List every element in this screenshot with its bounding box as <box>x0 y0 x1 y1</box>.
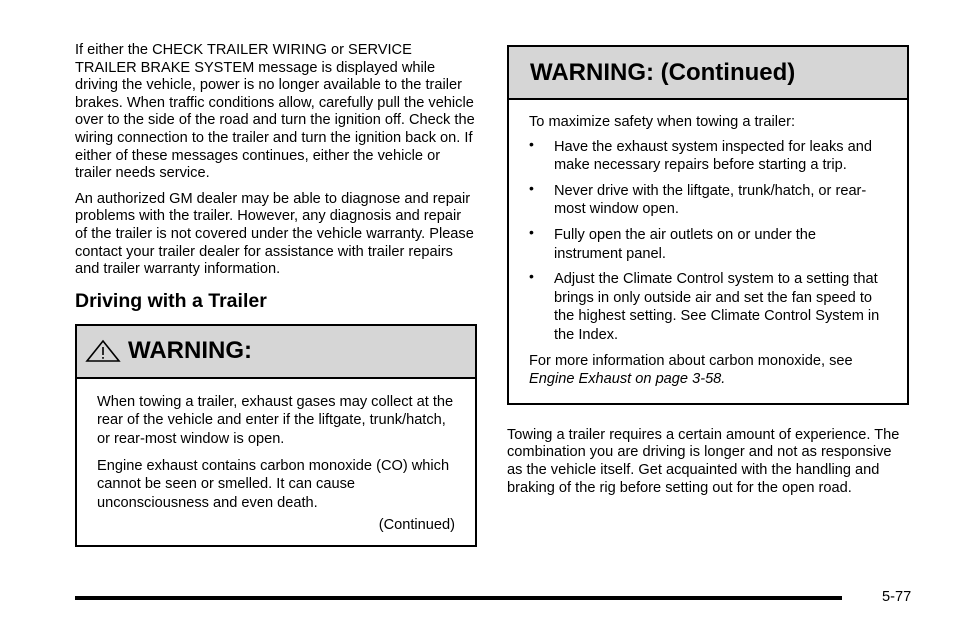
list-item: • Have the exhaust system inspected for leaks and make necessary repairs before starting a trip. <box>529 135 872 174</box>
bullet-icon: • <box>529 268 534 285</box>
bullet-icon: • <box>529 179 534 196</box>
bullet-icon: • <box>529 223 534 240</box>
list-item: • Adjust the Climate Control system to a setting that brings in only outside air and set the fan speed to the highest setting. See Climate Control System in the Index. <box>529 268 880 343</box>
warning-body <box>77 379 475 545</box>
warning-body <box>509 100 907 403</box>
footer-rule <box>75 596 842 600</box>
warning-box-continued <box>507 45 909 405</box>
list-item: • Fully open the air outlets on or under the instrument panel. <box>529 223 817 262</box>
warning-intro: To maximize safety when towing a trailer: <box>529 114 796 130</box>
cross-reference: Engine Exhaust on page 3-58. <box>529 371 726 388</box>
left-column <box>75 42 477 547</box>
body-paragraph: Towing a trailer requires a certain amount of experience. The combination you are driving is longer and not as responsive as the vehicle itself. Get acquainted with the handling and braking of the rig before setting out for the open road. <box>507 426 900 496</box>
warning-title: WARNING: (Continued) <box>530 58 796 86</box>
list-item: • Never drive with the liftgate, trunk/hatch, or rear-most window open. <box>529 179 867 218</box>
more-info: For more information about carbon monoxide, see Engine Exhaust on page 3-58. <box>529 352 853 388</box>
body-paragraph: An authorized GM dealer may be able to diagnose and repair problems with the trailer. However, any diagnosis and repair of the trailer is not covered under the vehicle warranty. Please contact your trailer dealer for assistance with trailer repairs and trailer warranty information. <box>75 190 474 278</box>
body-paragraph: If either the CHECK TRAILER WIRING or SERVICE TRAILER BRAKE SYSTEM message is displayed while driving the vehicle, power is no longer available to the trailer brakes. When traffic conditions allow, carefully pull the vehicle over to the side of the road and turn the ignition off. Check the wiring connection to the trailer and turn the ignition back on. If either of these messages continues, either the vehicle or trailer needs service. <box>75 42 475 182</box>
page-number: 5-77 <box>882 589 912 605</box>
right-column <box>507 45 909 497</box>
warning-paragraph: When towing a trailer, exhaust gases may collect at the rear of the vehicle and enter if the liftgate, trunk/hatch, or rear-most window is open. <box>97 393 454 447</box>
warning-box <box>75 324 477 547</box>
continued-label: (Continued) <box>378 517 455 534</box>
warning-paragraph: Engine exhaust contains carbon monoxide (CO) which cannot be seen or smelled. It can cause unconsciousness and even death. <box>97 457 450 511</box>
warning-header <box>509 47 907 100</box>
safety-list <box>529 135 887 345</box>
bullet-icon: • <box>529 135 534 152</box>
warning-title: WARNING: <box>128 337 252 365</box>
warning-triangle-icon <box>84 338 122 364</box>
warning-header <box>77 326 475 379</box>
section-heading: Driving with a Trailer <box>75 289 267 312</box>
